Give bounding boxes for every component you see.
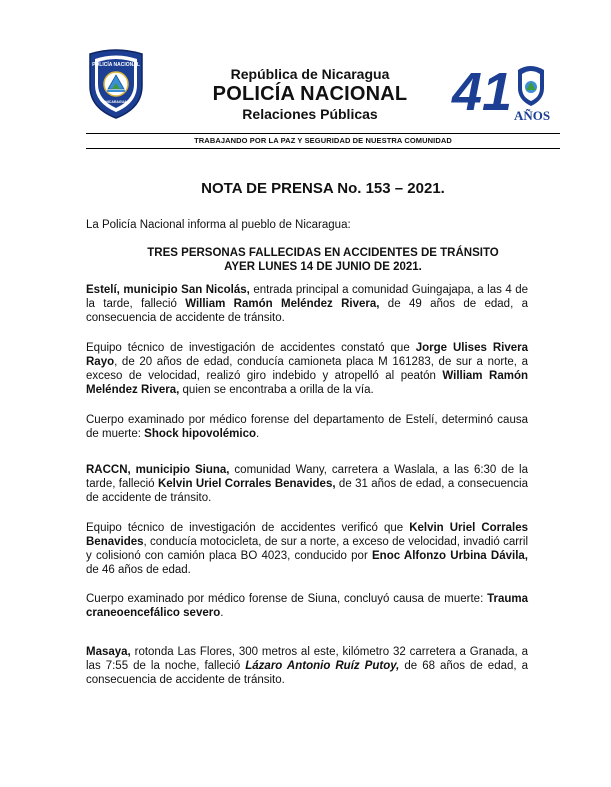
police-badge-logo <box>86 48 146 120</box>
case2-paragraph-2: Equipo técnico de investigación de accidentes verificó que Kelvin Uriel Corrales Benavides, conducía motocicleta, de sur a norte, a exceso de velocidad, invadió carril y colisionó con camión placa BO 4023, conducido por Enoc Alfonzo Urbina Dávila, de 46 años de edad. <box>86 522 528 576</box>
anniversary-logo <box>448 58 558 122</box>
victim-name: Kelvin Uriel Corrales Benavides <box>86 522 528 548</box>
letterhead <box>160 66 460 123</box>
location: RACCN, municipio Siuna, <box>86 464 230 476</box>
headline <box>86 246 560 274</box>
victim-name: Kelvin Uriel Corrales Benavides, <box>157 478 336 490</box>
driver-name: Jorge Ulises Rivera Rayo <box>86 342 528 368</box>
cause-of-death: Trauma craneoencefálico severo <box>86 593 528 619</box>
intro-line: La Policía Nacional informa al pueblo de Nicaragua: <box>86 219 351 231</box>
press-release-title: NOTA DE PRENSA No. 153 – 2021. <box>201 180 445 197</box>
anniversary-word: AÑOS <box>514 108 551 122</box>
header-rule-top <box>86 133 560 134</box>
case2-paragraph-3: Cuerpo examinado por médico forense de Siuna, concluyó causa de muerte: Trauma craneoencefálico severo. <box>86 593 528 619</box>
badge-top-text: POLICÍA NACIONAL <box>92 62 140 68</box>
victim-name: Lázaro Antonio Ruíz Putoy, <box>245 660 400 672</box>
institution-name: POLICÍA NACIONAL <box>212 83 408 105</box>
headline-line-1: TRES PERSONAS FALLECIDAS EN ACCIDENTES DE TRÁNSITO <box>147 247 499 259</box>
location: Masaya, <box>86 646 131 658</box>
motto: TRABAJANDO POR LA PAZ Y SEGURIDAD DE NUESTRA COMUNIDAD <box>194 136 452 145</box>
header-rule-bottom <box>86 148 560 149</box>
driver-name: Enoc Alfonzo Urbina Dávila, <box>372 550 528 562</box>
anniversary-number: 41 <box>452 62 513 122</box>
case1-paragraph-3: Cuerpo examinado por médico forense del departamento de Estelí, determinó causa de muerte: Shock hipovolémico. <box>86 414 528 440</box>
badge-bottom-text: NICARAGUA <box>105 100 127 104</box>
case3-paragraph-1: Masaya, rotonda Las Flores, 300 metros al este, kilómetro 32 carretera a Granada, a las 7:55 de la noche, falleció Lázaro Antonio Ruíz Putoy, de 68 años de edad, a consecuencia de accidente de tránsito. <box>86 646 528 686</box>
case1-paragraph-2: Equipo técnico de investigación de accidentes constató que Jorge Ulises Rivera Rayo, de 20 años de edad, conducía camioneta placa M 161283, de sur a norte, a exceso de velocidad, realizó giro indebido y atropelló al peatón William Ramón Meléndez Rivera, quien se encontraba a orilla de la vía. <box>86 342 528 396</box>
country-name: República de Nicaragua <box>230 66 390 82</box>
victim-name: William Ramón Meléndez Rivera, <box>86 370 528 396</box>
location: Estelí, municipio San Nicolás, <box>86 284 250 296</box>
cause-of-death: Shock hipovolémico <box>144 428 256 440</box>
department-name: Relaciones Públicas <box>242 106 378 122</box>
case2-paragraph-1: RACCN, municipio Siuna, comunidad Wany, carretera a Waslala, a las 6:30 de la tarde, falleció Kelvin Uriel Corrales Benavides, de 31 años de edad, a consecuencia de accidente de tránsito. <box>86 464 529 504</box>
case1-paragraph-1: Estelí, municipio San Nicolás, entrada principal a comunidad Guingajapa, a las 4 de la tarde, falleció William Ramón Meléndez Rivera, de 49 años de edad, a consecuencia de accidente de tránsito. <box>86 284 529 324</box>
headline-line-2: AYER LUNES 14 DE JUNIO DE 2021. <box>224 261 422 273</box>
victim-name: William Ramón Meléndez Rivera, <box>185 298 380 310</box>
